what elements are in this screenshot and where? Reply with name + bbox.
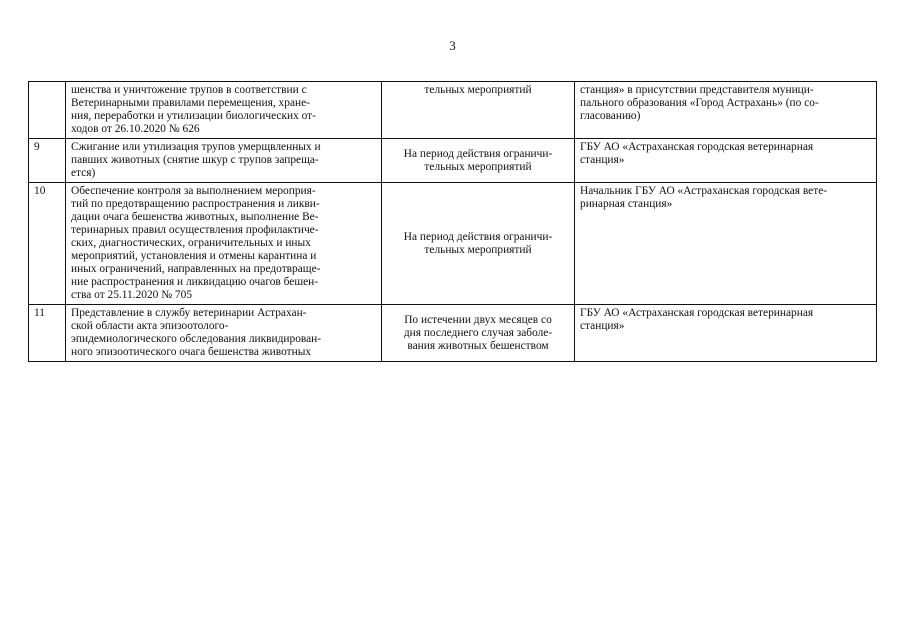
action-line: ской области акта эпизоотолого- [71,320,229,332]
period-line: вания животных бешенством [407,339,549,352]
action-line: теринарных правил осуществления профилактиче- [71,224,319,236]
action-line: ного эпизоотического очага бешенства животных [71,346,312,358]
row-number: 10 [29,183,66,305]
action-line: Ветеринарными правилами перемещения, хране- [71,97,310,109]
action-line: павших животных (снятие шкур с трупов запреща- [71,154,319,166]
period-cell [382,82,575,139]
action-cell [66,82,382,139]
action-line: иных ограничений, направленных на предотвраще- [71,263,321,275]
responsible-cell [575,183,877,305]
period-cell [382,183,575,305]
period-line: тельных мероприятий [424,243,532,256]
action-line: ние распространения и ликвидацию очагов бешен- [71,276,319,288]
action-line: ходов от 26.10.2020 № 626 [71,123,200,135]
action-line: ется) [71,167,96,179]
row-number: 11 [29,305,66,362]
action-line: эпидемиологического обследования ликвидирован- [71,333,322,345]
table-row [29,139,877,183]
period-line: По истечении двух месяцев со [404,313,552,326]
responsible-line: Начальник ГБУ АО «Астраханская городская вете- [580,185,828,197]
responsible-line: станция» [580,154,625,166]
responsible-line: ринарная станция» [580,198,673,210]
period-line: На период действия ограничи- [403,230,553,243]
period-line: тельных мероприятий [424,84,532,96]
period-line: дня последнего случая заболе- [403,326,553,339]
measures-table [28,81,877,362]
responsible-line: пального образования «Город Астрахань» (по со- [580,97,819,109]
page-number: 3 [449,38,456,53]
action-line: тий по предотвращению распространения и ликви- [71,198,320,210]
responsible-cell [575,82,877,139]
responsible-line: станция» [580,320,625,332]
table-row [29,82,877,139]
action-line: шенства и уничтожение трупов в соответствии с [71,84,307,96]
action-line: ских, диагностических, ограничительных и иных [71,237,311,249]
action-cell [66,183,382,305]
action-line: Представление в службу ветеринарии Астрахан- [71,307,307,319]
action-cell [66,139,382,183]
action-cell [66,305,382,362]
action-line: ния, переработки и утилизации биологических от- [71,110,316,122]
responsible-line: станция» в присутствии представителя муници- [580,84,814,96]
period-cell [382,305,575,362]
action-line: дации очага бешенства животных, выполнение Ве- [71,211,319,223]
action-line: Сжигание или утилизация трупов умерщвленных и [71,141,321,153]
action-line: Обеспечение контроля за выполнением мероприя- [71,185,316,197]
responsible-line: ГБУ АО «Астраханская городская ветеринарная [580,307,814,319]
responsible-cell [575,139,877,183]
action-line: ства от 25.11.2020 № 705 [71,289,193,301]
period-cell [382,139,575,183]
table-row [29,183,877,305]
table-row [29,305,877,362]
period-line: тельных мероприятий [424,160,532,173]
responsible-cell [575,305,877,362]
responsible-line: ГБУ АО «Астраханская городская ветеринарная [580,141,814,153]
responsible-line: гласованию) [580,110,641,122]
period-line: На период действия ограничи- [403,147,553,160]
row-number [29,82,66,139]
action-line: мероприятий, установления и отмены карантина и [71,250,317,262]
row-number: 9 [29,139,66,183]
